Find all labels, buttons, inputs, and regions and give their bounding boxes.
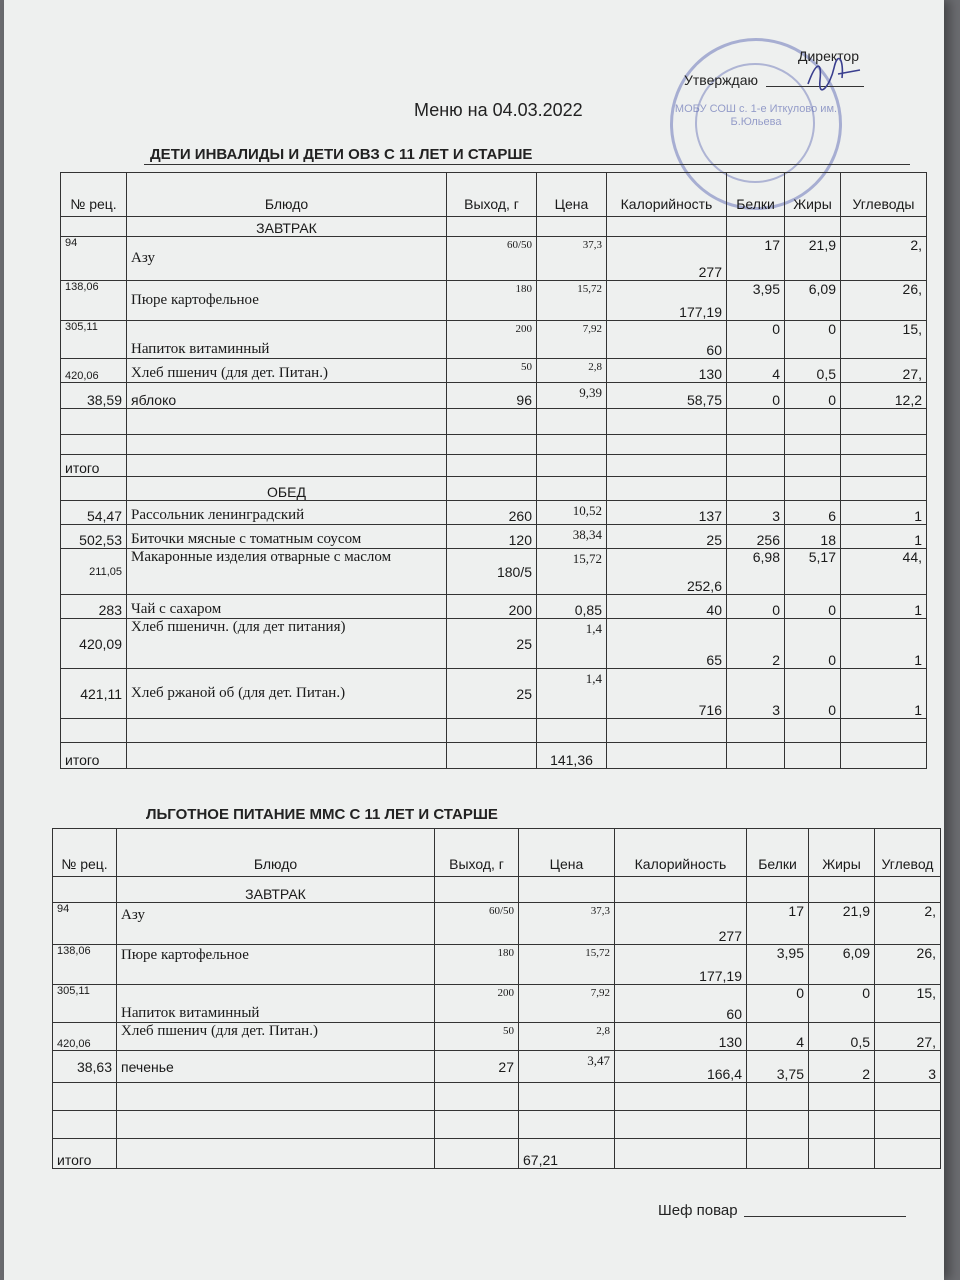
meal-label: ОБЕД xyxy=(127,477,447,501)
lunch-total: 141,36 xyxy=(537,743,607,769)
total-label: итого xyxy=(61,743,127,769)
table-row: 38,59 яблоко 96 9,39 58,75 0 0 12,2 xyxy=(61,383,927,409)
table-row: 305,11 Напиток витаминный 200 7,92 60 0 0 15, xyxy=(53,985,941,1023)
total-label: итого xyxy=(61,455,127,477)
col-kcal: Калорийность xyxy=(615,829,747,877)
col-dish: Блюдо xyxy=(117,829,435,877)
section2-total: 67,21 xyxy=(519,1139,615,1169)
table-row: 502,53 Биточки мясные с томатным соусом 120 38,34 25 256 18 1 xyxy=(61,525,927,549)
table-row: 283 Чай с сахаром 200 0,85 40 0 0 1 xyxy=(61,595,927,619)
table-row: 305,11 Напиток витаминный 200 7,92 60 0 0 15, xyxy=(61,321,927,359)
director-label: Директор xyxy=(798,48,859,64)
table-row: 421,11 Хлеб ржаной об (для дет. Питан.) 25 1,4 716 3 0 1 xyxy=(61,669,927,719)
section1-title: ДЕТИ ИНВАЛИДЫ И ДЕТИ ОВЗ С 11 ЛЕТ И СТАРШЕ xyxy=(150,146,533,163)
table-row: 138,06 Пюре картофельное 180 15,72 177,19 3,95 6,09 26, xyxy=(53,945,941,985)
table-row: 420,06 Хлеб пшенич (для дет. Питан.) 50 2,8 130 4 0,5 27, xyxy=(61,359,927,383)
section1-rule xyxy=(144,164,910,165)
col-price: Цена xyxy=(519,829,615,877)
col-dish: Блюдо xyxy=(127,173,447,217)
col-kcal: Калорийность xyxy=(607,173,727,217)
chef-label: Шеф повар xyxy=(658,1202,738,1219)
table-row: 94 Азу 60/50 37,3 277 17 21,9 2, xyxy=(53,903,941,945)
meal-label: ЗАВТРАК xyxy=(127,217,447,237)
page-title: Меню на 04.03.2022 xyxy=(414,100,583,120)
table-row: 420,06 Хлеб пшенич (для дет. Питан.) 50 2,8 130 4 0,5 27, xyxy=(53,1023,941,1051)
col-fat: Жиры xyxy=(809,829,875,877)
section2-table xyxy=(52,828,941,1169)
col-carb: Углевод xyxy=(875,829,941,877)
table-header-row xyxy=(61,173,927,217)
section1-table xyxy=(60,172,927,769)
table-row: 38,63 печенье 27 3,47 166,4 3,75 2 3 xyxy=(53,1051,941,1083)
meal-label: ЗАВТРАК xyxy=(117,877,435,903)
col-price: Цена xyxy=(537,173,607,217)
section2-title: ЛЬГОТНОЕ ПИТАНИЕ ММС С 11 ЛЕТ И СТАРШЕ xyxy=(146,806,498,823)
school-stamp: МОБУ СОШ с. 1-е Иткулово им. Б.Юльева xyxy=(670,38,842,210)
chef-signature-line xyxy=(744,1216,906,1217)
approve-label: Утверждаю xyxy=(684,72,758,88)
table-row: 138,06 Пюре картофельное 180 15,72 177,19 3,95 6,09 26, xyxy=(61,281,927,321)
col-rec: № рец. xyxy=(53,829,117,877)
table-row: 54,47 Рассольник ленинградский 260 10,52 137 3 6 1 xyxy=(61,501,927,525)
col-carb: Углеводы xyxy=(841,173,927,217)
total-label: итого xyxy=(53,1139,117,1169)
table-row: 94 Азу 60/50 37,3 277 17 21,9 2, xyxy=(61,237,927,281)
col-out: Выход, г xyxy=(435,829,519,877)
signature-icon xyxy=(804,56,864,92)
col-rec: № рец. xyxy=(61,173,127,217)
col-prot: Белки xyxy=(727,173,785,217)
table-row: 211,05 Макаронные изделия отварные с маслом 180/5 15,72 252,6 6,98 5,17 44, xyxy=(61,549,927,595)
col-fat: Жиры xyxy=(785,173,841,217)
table-header-row xyxy=(53,829,941,877)
col-prot: Белки xyxy=(747,829,809,877)
col-out: Выход, г xyxy=(447,173,537,217)
document-sheet xyxy=(4,0,944,1280)
table-row: 420,09 Хлеб пшеничн. (для дет питания) 25 1,4 65 2 0 1 xyxy=(61,619,927,669)
